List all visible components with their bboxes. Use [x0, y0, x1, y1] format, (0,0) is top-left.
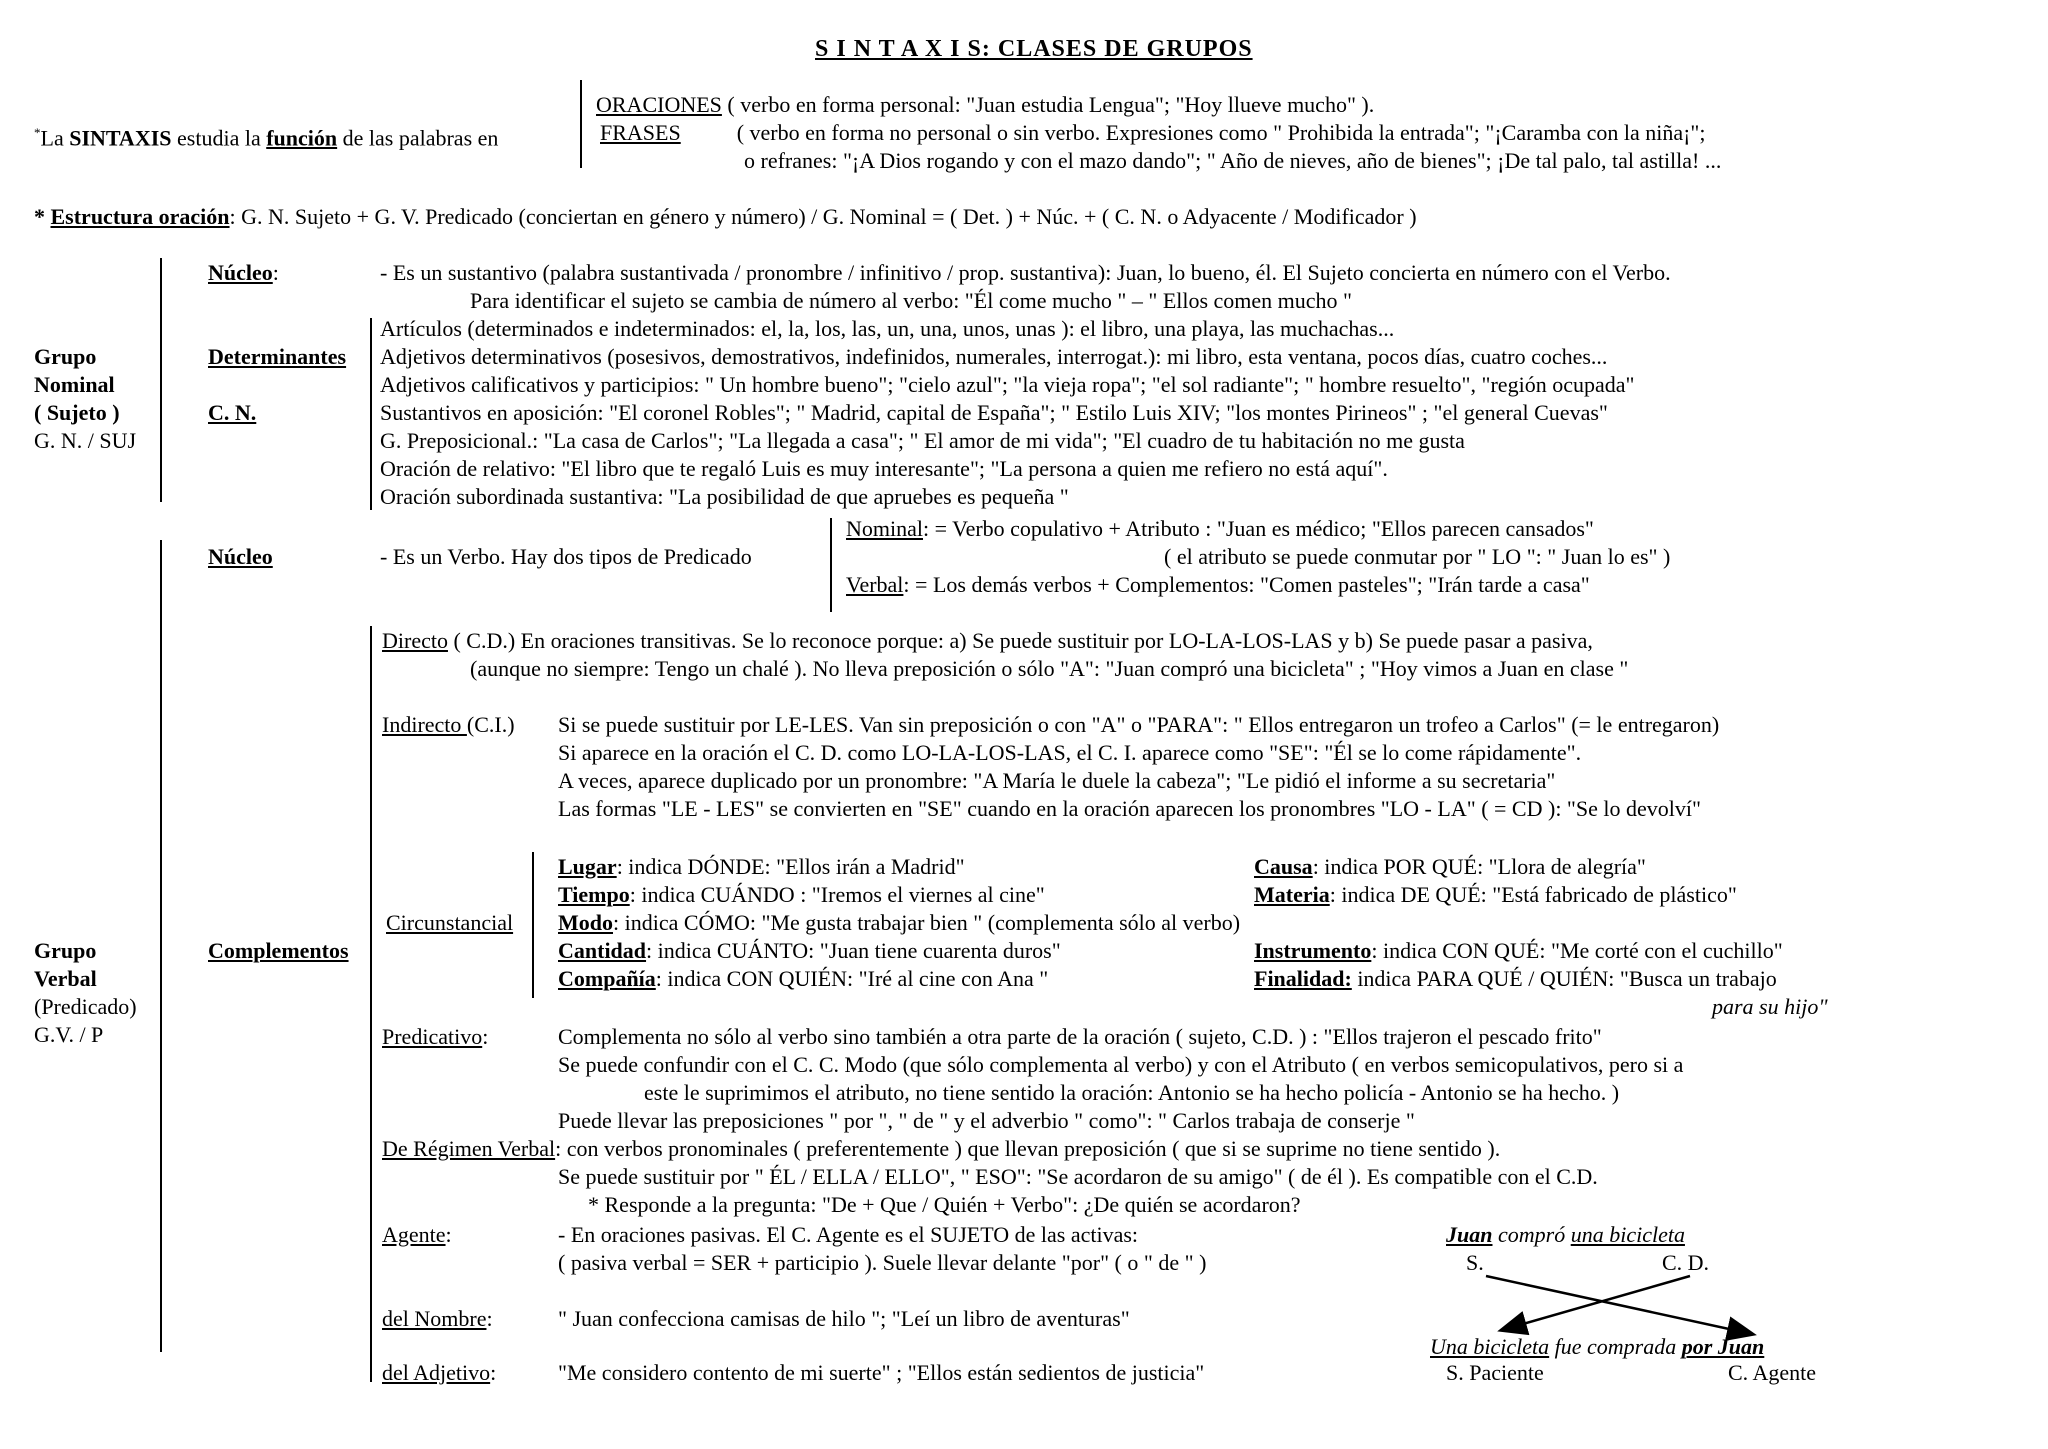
predicativo-label: Predicativo: — [382, 1024, 489, 1049]
indirecto-line-4: Las formas "LE - LES" se convierten en "SE" cuando en la oración aparecen los pronombres "LO - LA" ( = CD ): "Se lo devolví" — [558, 796, 1701, 821]
regimen-line-3: * Responde a la pregunta: "De + Que / Quién + Verbo": ¿De quién se acordaron? — [588, 1192, 1301, 1217]
predicativo-line-1: Complementa no sólo al verbo sino también a otra parte de la oración ( sujeto, C.D. ) : "Ellos trajeron el pescado frito" — [558, 1024, 1602, 1049]
tiempo-line: Tiempo: indica CUÁNDO : "Iremos el viernes al cine" — [558, 882, 1045, 907]
agente-label: Agente: — [382, 1222, 452, 1247]
diagram-c-agente: C. Agente — [1728, 1360, 1816, 1385]
agente-line-2: ( pasiva verbal = SER + participio ). Suele llevar delante "por" ( o " de " ) — [558, 1250, 1207, 1275]
complementos-label: Complementos — [208, 938, 349, 963]
cn-line-1: Adjetivos calificativos y participios: " Un hombre bueno"; "cielo azul"; "la vieja ropa"; "el sol radiante"; " hombre resuelto", "región ocupada" — [380, 372, 1635, 397]
directo-line-1: Directo ( C.D.) En oraciones transitivas. Se lo reconoce porque: a) Se puede sustituir por LO-LA-LOS-LAS y b) Se puede pasar a pasiva, — [382, 628, 1593, 653]
det-line-1: Artículos (determinados e indeterminados: el, la, los, las, un, una, unos, unas ): el libro, una playa, las muchachas... — [380, 316, 1395, 341]
arrow-s-to-agente — [1486, 1276, 1752, 1334]
predicativo-line-3: este le suprimimos el atributo, no tiene sentido la oración: Antonio se ha hecho policía - Antonio se ha hecho. ) — [644, 1080, 1620, 1105]
document-title: S I N T A X I S: CLASES DE GRUPOS — [815, 36, 1253, 62]
gv-side-1: Grupo — [34, 938, 97, 963]
diagram-s-paciente: S. Paciente — [1446, 1360, 1544, 1385]
causa-line: Causa: indica POR QUÉ: "Llora de alegría" — [1254, 854, 1646, 879]
cn-label: C. N. — [208, 400, 257, 425]
predicativo-line-2: Se puede confundir con el C. C. Modo (que sólo complementa al verbo) y con el Atributo ( en verbos semicopulativos, pero si a — [558, 1052, 1684, 1077]
intro-sentence: *La SINTAXIS estudia la función de las palabras en — [34, 125, 499, 151]
gn-side-4: G. N. / SUJ — [34, 428, 137, 453]
modo-line: Modo: indica CÓMO: "Me gusta trabajar bien " (complementa sólo al verbo) — [558, 910, 1241, 935]
finalidad-line: Finalidad: indica PARA QUÉ / QUIÉN: "Busca un trabajo — [1254, 966, 1777, 991]
gv-side-3: (Predicado) — [34, 994, 137, 1019]
cn-line-3: G. Preposicional.: "La casa de Carlos"; "La llegada a casa"; " El amor de mi vida"; "El cuadro de tu habitación no me gusta — [380, 428, 1465, 453]
predicativo-line-4: Puede llevar las preposiciones " por ", " de " y el adverbio " como": " Carlos trabaja de conserje " — [558, 1108, 1415, 1133]
nombre-label: del Nombre: — [382, 1306, 493, 1331]
frases-line-2: o refranes: "¡A Dios rogando y con el mazo dando"; " Año de nieves, año de bienes"; ¡De tal palo, tal astilla! ... — [744, 148, 1722, 173]
cn-line-2: Sustantivos en aposición: "El coronel Robles"; " Madrid, capital de España"; " Estilo Luis XIV; "los montes Pirineos" ; "el general Cuevas" — [380, 400, 1608, 425]
indirecto-line-1: Si se puede sustituir por LE-LES. Van sin preposición o con "A" o "PARA": " Ellos entregaron un trofeo a Carlos" (= le entregaron) — [558, 712, 1720, 737]
gv-nucleo-label: Núcleo — [208, 544, 273, 569]
agente-line-1: - En oraciones pasivas. El C. Agente es el SUJETO de las activas: — [558, 1222, 1139, 1247]
lugar-line: Lugar: indica DÓNDE: "Ellos irán a Madrid" — [558, 854, 965, 879]
indirecto-line-2: Si aparece en la oración el C. D. como LO-LA-LOS-LAS, el C. I. aparece como "SE": "Él se lo come rápidamente". — [558, 740, 1582, 765]
adjetivo-label: del Adjetivo: — [382, 1360, 497, 1385]
nominal-line-2: ( el atributo se puede conmutar por " LO ": " Juan lo es" ) — [1164, 544, 1671, 569]
indirecto-line-3: A veces, aparece duplicado por un pronombre: "A María le duele la cabeza"; "Le pidió el informe a su secretaria" — [558, 768, 1556, 793]
adjetivo-line: "Me considero contento de mi suerte" ; "Ellos están sedientos de justicia" — [558, 1360, 1205, 1385]
verbal-line: Verbal: = Los demás verbos + Complementos: "Comen pasteles"; "Irán tarde a casa" — [846, 572, 1590, 597]
nombre-line: " Juan confecciona camisas de hilo "; "Leí un libro de aventuras" — [558, 1306, 1130, 1331]
regimen-line-1: De Régimen Verbal: con verbos pronominales ( preferentemente ) que llevan preposición ( que si se suprime no tiene sentido ). — [382, 1136, 1501, 1161]
gn-nucleo-label: Núcleo: — [208, 260, 279, 285]
finalidad-line-2: para su hijo" — [1712, 994, 1828, 1019]
diagram-passive-sentence: Una bicicleta fue comprada por Juan — [1430, 1334, 1765, 1359]
compania-line: Compañía: indica CON QUIÉN: "Iré al cine con Ana " — [558, 966, 1049, 991]
cantidad-line: Cantidad: indica CUÁNTO: "Juan tiene cuarenta duros" — [558, 938, 1061, 963]
indirecto-label: Indirecto (C.I.) — [382, 712, 515, 737]
gv-side-4: G.V. / P — [34, 1022, 104, 1047]
gn-side-2: Nominal — [34, 372, 115, 397]
estructura-line: * Estructura oración: G. N. Sujeto + G. V. Predicado (conciertan en género y número) / G. Nominal = ( Det. ) + Núc. + ( C. N. o Adyacente / Modificador ) — [34, 204, 1417, 229]
gn-nucleo-text-2: Para identificar el sujeto se cambia de número al verbo: "Él come mucho " – " Ellos comen mucho " — [470, 288, 1353, 313]
cn-line-4: Oración de relativo: "El libro que te regaló Luis es muy interesante"; "La persona a quien me refiero no está aquí". — [380, 456, 1388, 481]
gn-side-3: ( Sujeto ) — [34, 400, 120, 425]
oraciones-line: ORACIONES ( verbo en forma personal: "Juan estudia Lengua"; "Hoy llueve mucho" ). — [596, 92, 1375, 117]
directo-line-2: (aunque no siempre: Tengo un chalé ). No lleva preposición o sólo "A": "Juan compró una bicicleta" ; "Hoy vimos a Juan en clase " — [470, 656, 1629, 681]
frases-line: FRASES ( verbo en forma no personal o sin verbo. Expresiones como " Prohibida la entrada"; "¡Caramba con la niña¡"; — [600, 120, 1706, 145]
gn-nucleo-text-1: - Es un sustantivo (palabra sustantivada / pronombre / infinitivo / prop. sustantiva): Juan, lo bueno, él. El Sujeto concierta en número con el Verbo. — [380, 260, 1671, 285]
arrow-cd-to-paciente — [1502, 1276, 1690, 1330]
diagram-active-sentence: Juan compró una bicicleta — [1446, 1222, 1685, 1247]
materia-line: Materia: indica DE QUÉ: "Está fabricado de plástico" — [1254, 882, 1737, 907]
gv-side-2: Verbal — [34, 966, 97, 991]
circunstancial-label: Circunstancial — [386, 910, 514, 935]
instrumento-line: Instrumento: indica CON QUÉ: "Me corté con el cuchillo" — [1254, 938, 1783, 963]
nominal-line: Nominal: = Verbo copulativo + Atributo : "Juan es médico; "Ellos parecen cansados" — [846, 516, 1594, 541]
gn-side-1: Grupo — [34, 344, 97, 369]
cn-line-5: Oración subordinada sustantiva: "La posibilidad de que apruebes es pequeña " — [380, 484, 1069, 509]
diagram-cd-label: C. D. — [1662, 1250, 1710, 1275]
determinantes-label: Determinantes — [208, 344, 347, 369]
diagram-s-label: S. — [1466, 1250, 1484, 1275]
gv-nucleo-text: - Es un Verbo. Hay dos tipos de Predicado — [380, 544, 752, 569]
regimen-line-2: Se puede sustituir por " ÉL / ELLA / ELLO", " ESO": "Se acordaron de su amigo" ( de él ). Es compatible con el C.D. — [558, 1164, 1598, 1189]
det-line-2: Adjetivos determinativos (posesivos, demostrativos, indefinidos, numerales, interrogat.): mi libro, esta ventana, pocos días, cuatro coches... — [380, 344, 1608, 369]
